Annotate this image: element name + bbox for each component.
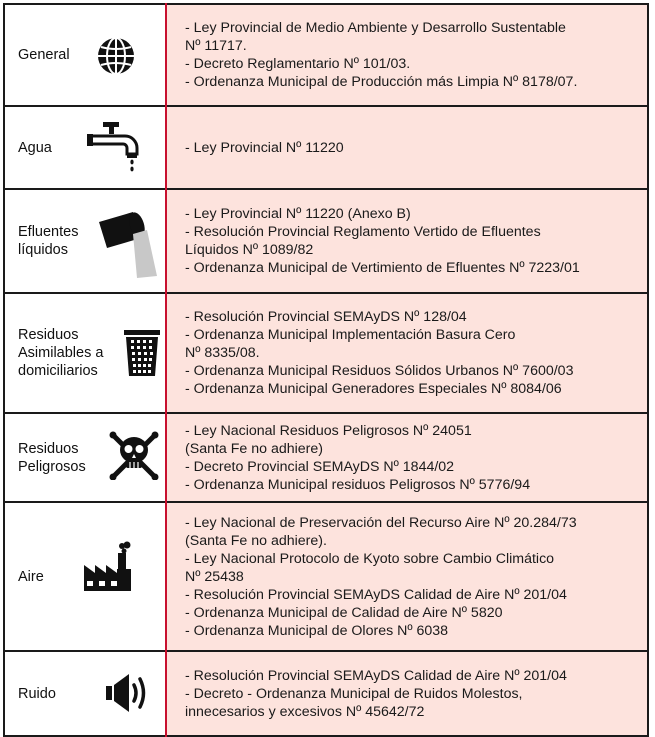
law-list — [185, 667, 637, 721]
law-item: - Ordenanza Municipal Implementación Basura Cero Nº 8335/08. — [185, 327, 516, 361]
law-list — [185, 422, 637, 494]
law-list — [185, 139, 637, 157]
category-label: Residuos Peligrosos — [18, 440, 86, 475]
law-cell — [166, 502, 648, 651]
globe-icon — [96, 36, 136, 76]
table-row — [4, 189, 648, 293]
law-item: - Resolución Provincial SEMAyDS Nº 128/04 — [185, 309, 467, 325]
law-item: - Ordenanza Municipal de Calidad de Aire Nº 5820 — [185, 604, 503, 621]
category-cell — [4, 189, 166, 293]
category-cell — [4, 413, 166, 502]
law-item: - Ley Nacional Protocolo de Kyoto sobre Cambio Climático Nº 25438 — [185, 550, 555, 585]
table-row — [4, 293, 648, 413]
category-label: Residuos Asimilables a domiciliarios — [18, 327, 104, 379]
category-label: Ruido — [18, 685, 56, 702]
speaker-icon — [105, 672, 151, 714]
law-cell — [166, 651, 648, 736]
category-cell — [4, 106, 166, 189]
category-label: Efluentes líquidos — [18, 224, 79, 258]
law-cell — [166, 413, 648, 502]
category-label: Aire — [18, 568, 44, 585]
law-list — [185, 19, 637, 91]
factory-icon — [83, 541, 135, 593]
legislation-table — [3, 3, 649, 737]
law-item: - Decreto Reglamentario Nº 101/03. — [185, 56, 411, 72]
category-cell — [4, 4, 166, 106]
law-item: - Ley Provincial Nº 11220 (Anexo B) — [185, 206, 411, 222]
pipe-discharge-icon — [97, 208, 161, 280]
faucet-icon — [85, 120, 141, 176]
law-list — [185, 308, 637, 398]
law-item: - Decreto Provincial SEMAyDS Nº 1844/02 — [185, 458, 455, 475]
law-item: - Decreto - Ordenanza Municipal de Ruidos Molestos, innecesarios y excesivos Nº 45642/72 — [185, 685, 523, 720]
table-row — [4, 106, 648, 189]
law-item: - Ley Nacional de Preservación del Recurso Aire Nº 20.284/73 (Santa Fe no adhiere). — [185, 514, 577, 549]
law-item: - Resolución Provincial Reglamento Vertido de Efluentes Líquidos Nº 1089/82 — [185, 224, 541, 258]
law-list — [185, 205, 637, 277]
law-item: - Ordenanza Municipal Generadores Especiales Nº 8084/06 — [185, 381, 562, 397]
law-list — [185, 514, 637, 640]
table-row — [4, 4, 648, 106]
category-cell — [4, 651, 166, 736]
trash-bin-icon — [123, 329, 161, 377]
law-item: - Ordenanza Municipal de Producción más Limpia Nº 8178/07. — [185, 74, 578, 90]
table-row — [4, 651, 648, 736]
law-item: - Ley Provincial Nº 11220 — [185, 139, 344, 156]
law-cell — [166, 293, 648, 413]
category-cell — [4, 293, 166, 413]
category-cell — [4, 502, 166, 651]
table-row — [4, 413, 648, 502]
skull-crossbones-icon — [109, 430, 159, 480]
law-item: - Ordenanza Municipal residuos Peligrosos Nº 5776/94 — [185, 476, 531, 493]
law-cell — [166, 189, 648, 293]
law-item: - Resolución Provincial SEMAyDS Calidad de Aire Nº 201/04 — [185, 667, 567, 684]
law-item: - Ordenanza Municipal Residuos Sólidos Urbanos Nº 7600/03 — [185, 363, 574, 379]
category-label: General — [18, 47, 70, 63]
category-label: Agua — [18, 139, 52, 156]
table-row — [4, 502, 648, 651]
law-item: - Ley Nacional Residuos Peligrosos Nº 24051 (Santa Fe no adhiere) — [185, 422, 472, 457]
law-cell — [166, 4, 648, 106]
law-item: - Ordenanza Municipal de Olores Nº 6038 — [185, 622, 449, 639]
law-item: - Ordenanza Municipal de Vertimiento de Efluentes Nº 7223/01 — [185, 260, 580, 276]
law-cell — [166, 106, 648, 189]
law-item: - Ley Provincial de Medio Ambiente y Desarrollo Sustentable Nº 11717. — [185, 20, 566, 54]
law-item: - Resolución Provincial SEMAyDS Calidad de Aire Nº 201/04 — [185, 586, 567, 603]
